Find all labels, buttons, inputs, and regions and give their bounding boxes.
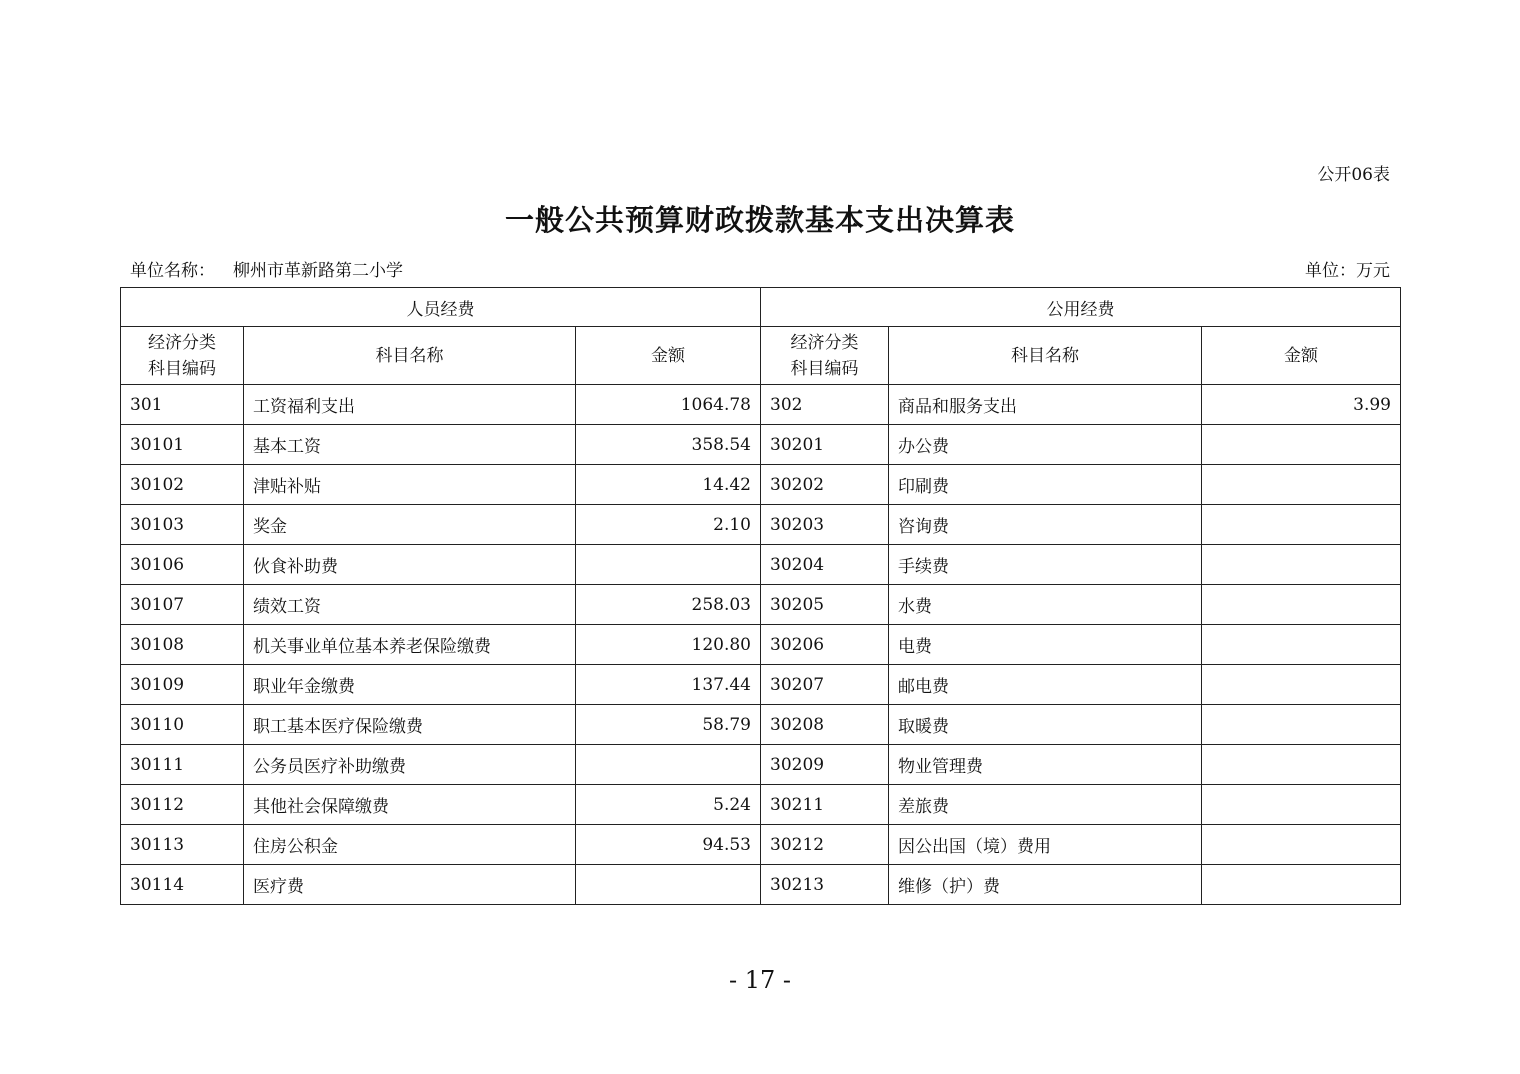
code-personnel-cell: 30112 [121, 785, 244, 825]
header-code-line1: 经济分类 [148, 332, 216, 353]
code-public-cell: 30201 [761, 425, 889, 465]
header-amount-right: 金额 [1202, 327, 1401, 385]
code-public-cell: 30203 [761, 505, 889, 545]
name-personnel-cell: 其他社会保障缴费 [244, 785, 576, 825]
header-code-line2: 科目编码 [790, 358, 859, 379]
amount-public-cell [1202, 465, 1401, 505]
header-code-left [121, 327, 244, 385]
amount-personnel-cell [576, 545, 761, 585]
amount-public-cell [1202, 785, 1401, 825]
table-row [121, 745, 1401, 785]
header-amount-left: 金额 [576, 327, 761, 385]
table-row [121, 465, 1401, 505]
amount-personnel-cell: 2.10 [576, 505, 761, 545]
name-public-cell: 办公费 [889, 425, 1202, 465]
table-row [121, 425, 1401, 465]
table-row [121, 705, 1401, 745]
name-public-cell: 维修（护）费 [889, 865, 1202, 905]
table-row [121, 625, 1401, 665]
header-code-line1: 经济分类 [790, 332, 859, 353]
code-personnel-cell: 30101 [121, 425, 244, 465]
page-number: - 17 - [728, 966, 791, 994]
amount-public-cell: 3.99 [1202, 385, 1401, 425]
code-personnel-cell: 30113 [121, 825, 244, 865]
amount-public-cell [1202, 585, 1401, 625]
code-public-cell: 30202 [761, 465, 889, 505]
code-public-cell: 30205 [761, 585, 889, 625]
table-row [121, 785, 1401, 825]
page-title: 一般公共预算财政拨款基本支出决算表 [504, 203, 1015, 237]
amount-public-cell [1202, 425, 1401, 465]
name-public-cell: 因公出国（境）费用 [889, 825, 1202, 865]
name-public-cell: 物业管理费 [889, 745, 1202, 785]
unit-name-label: 单位名称： [130, 261, 215, 281]
name-public-cell: 手续费 [889, 545, 1202, 585]
code-personnel-cell: 30111 [121, 745, 244, 785]
amount-personnel-cell: 58.79 [576, 705, 761, 745]
name-public-cell: 电费 [889, 625, 1202, 665]
code-personnel-cell: 30106 [121, 545, 244, 585]
table-row [121, 825, 1401, 865]
name-personnel-cell: 医疗费 [244, 865, 576, 905]
name-public-cell: 商品和服务支出 [889, 385, 1202, 425]
code-public-cell: 30211 [761, 785, 889, 825]
code-personnel-cell: 301 [121, 385, 244, 425]
amount-personnel-cell: 14.42 [576, 465, 761, 505]
name-personnel-cell: 职工基本医疗保险缴费 [244, 705, 576, 745]
group-public: 公用经费 [761, 288, 1401, 327]
name-public-cell: 邮电费 [889, 665, 1202, 705]
table-row [121, 585, 1401, 625]
table-row [121, 865, 1401, 905]
amount-personnel-cell [576, 865, 761, 905]
amount-public-cell [1202, 625, 1401, 665]
amount-public-cell [1202, 545, 1401, 585]
code-public-cell: 30209 [761, 745, 889, 785]
header-name-right: 科目名称 [889, 327, 1202, 385]
amount-public-cell [1202, 665, 1401, 705]
amount-personnel-cell: 5.24 [576, 785, 761, 825]
code-personnel-cell: 30103 [121, 505, 244, 545]
name-personnel-cell: 基本工资 [244, 425, 576, 465]
amount-personnel-cell: 358.54 [576, 425, 761, 465]
name-personnel-cell: 公务员医疗补助缴费 [244, 745, 576, 785]
amount-personnel-cell: 94.53 [576, 825, 761, 865]
amount-public-cell [1202, 745, 1401, 785]
code-public-cell: 30208 [761, 705, 889, 745]
name-personnel-cell: 机关事业单位基本养老保险缴费 [244, 625, 576, 665]
name-personnel-cell: 奖金 [244, 505, 576, 545]
code-public-cell: 302 [761, 385, 889, 425]
amount-public-cell [1202, 705, 1401, 745]
code-public-cell: 30213 [761, 865, 889, 905]
table-row [121, 505, 1401, 545]
amount-personnel-cell [576, 745, 761, 785]
code-personnel-cell: 30109 [121, 665, 244, 705]
name-personnel-cell: 职业年金缴费 [244, 665, 576, 705]
code-public-cell: 30206 [761, 625, 889, 665]
unit-label: 单位：万元 [1305, 261, 1390, 281]
amount-public-cell [1202, 505, 1401, 545]
amount-public-cell [1202, 865, 1401, 905]
header-code-line2: 科目编码 [148, 358, 216, 379]
table-row [121, 665, 1401, 705]
table-row [121, 545, 1401, 585]
name-public-cell: 水费 [889, 585, 1202, 625]
name-personnel-cell: 绩效工资 [244, 585, 576, 625]
expenditure-table [120, 287, 1401, 905]
amount-personnel-cell: 258.03 [576, 585, 761, 625]
code-personnel-cell: 30108 [121, 625, 244, 665]
name-personnel-cell: 住房公积金 [244, 825, 576, 865]
unit-name-value: 柳州市革新路第二小学 [233, 261, 403, 281]
table-number: 公开06表 [1317, 165, 1390, 185]
code-personnel-cell: 30107 [121, 585, 244, 625]
group-personnel: 人员经费 [121, 288, 761, 327]
amount-personnel-cell: 137.44 [576, 665, 761, 705]
code-public-cell: 30212 [761, 825, 889, 865]
name-personnel-cell: 津贴补贴 [244, 465, 576, 505]
group-header-row [121, 288, 1401, 327]
amount-personnel-cell: 1064.78 [576, 385, 761, 425]
code-personnel-cell: 30110 [121, 705, 244, 745]
table-row [121, 385, 1401, 425]
header-code-right [761, 327, 889, 385]
amount-public-cell [1202, 825, 1401, 865]
code-public-cell: 30204 [761, 545, 889, 585]
amount-personnel-cell: 120.80 [576, 625, 761, 665]
header-name-left: 科目名称 [244, 327, 576, 385]
name-public-cell: 咨询费 [889, 505, 1202, 545]
name-public-cell: 差旅费 [889, 785, 1202, 825]
column-header-row [121, 327, 1401, 385]
code-public-cell: 30207 [761, 665, 889, 705]
name-public-cell: 取暖费 [889, 705, 1202, 745]
name-public-cell: 印刷费 [889, 465, 1202, 505]
code-personnel-cell: 30114 [121, 865, 244, 905]
name-personnel-cell: 伙食补助费 [244, 545, 576, 585]
name-personnel-cell: 工资福利支出 [244, 385, 576, 425]
unit-name [130, 256, 403, 281]
code-personnel-cell: 30102 [121, 465, 244, 505]
